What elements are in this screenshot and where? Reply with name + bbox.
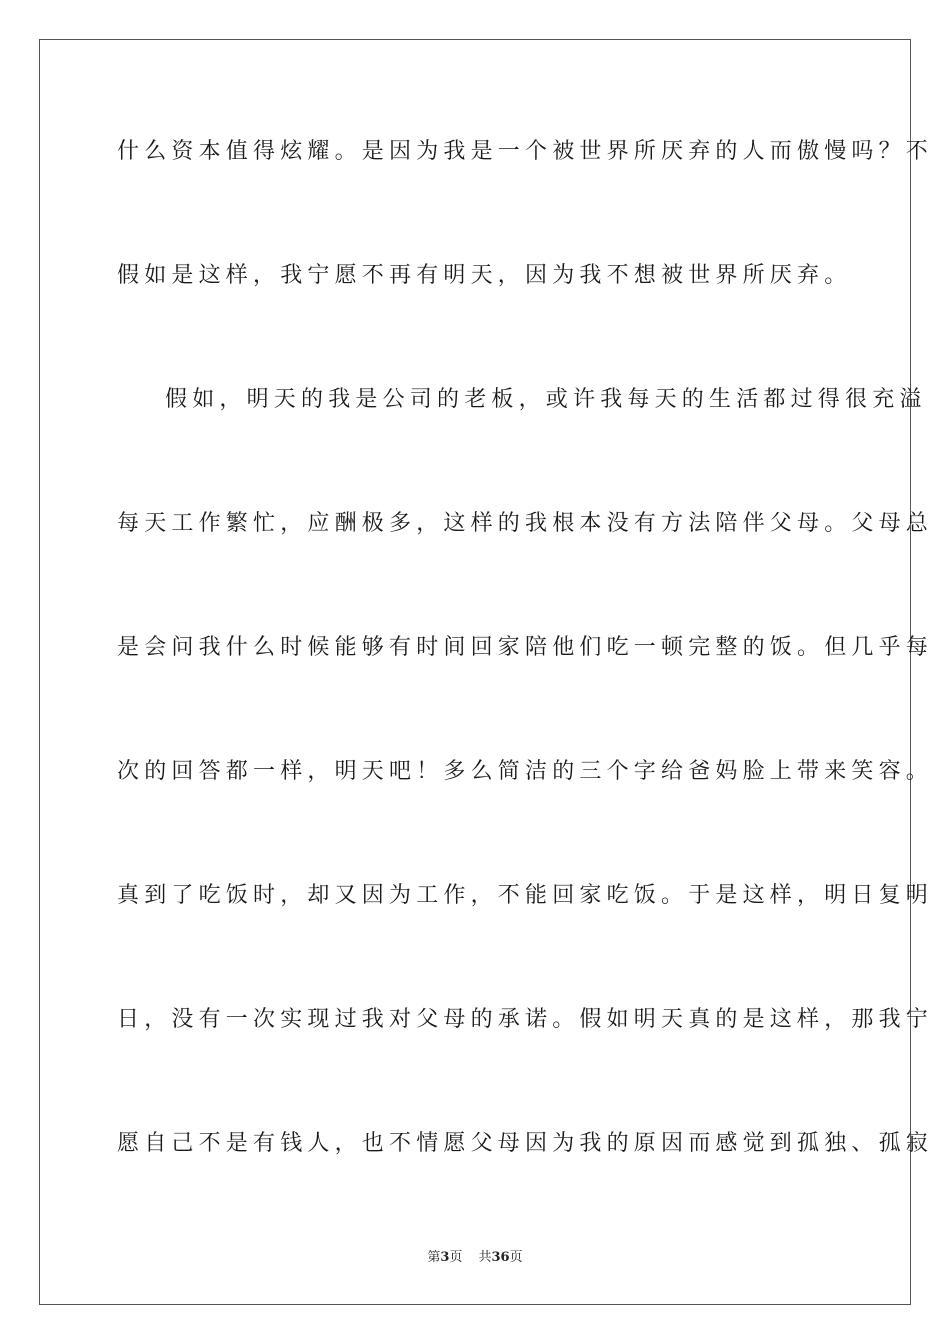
body-text-line: 什么资本值得炫耀。是因为我是一个被世界所厌弃的人而傲慢吗？不 [117,139,934,164]
total-label-suffix: 页 [509,1250,523,1265]
body-text-line: 真到了吃饭时，却又因为工作，不能回家吃饭。于是这样，明日复明 [117,883,934,908]
body-text-line: 假如是这样，我宁愿不再有明天，因为我不想被世界所厌弃。 [117,263,852,288]
total-label-prefix: 共 [478,1250,492,1265]
page-label-suffix: 页 [449,1250,463,1265]
body-text-line: 日，没有一次实现过我对父母的承诺。假如明天真的是这样，那我宁 [117,1007,934,1032]
body-text-line: 每天工作繁忙，应酬极多，这样的我根本没有方法陪伴父母。父母总 [117,511,934,536]
total-page-count: 36 [491,1250,510,1265]
page-label-prefix: 第 [427,1250,441,1265]
paragraph-first-line: 假如，明天的我是公司的老板，或许我每天的生活都过得很充溢 [165,387,927,412]
body-text-line: 次的回答都一样，明天吧！多么简洁的三个字给爸妈脸上带来笑容。 [117,759,934,784]
body-text-line: 愿自己不是有钱人，也不情愿父母因为我的原因而感觉到孤独、孤寂 [117,1131,934,1156]
body-text-line: 是会问我什么时候能够有时间回家陪他们吃一顿完整的饭。但几乎每 [117,635,934,660]
page-footer [0,1246,950,1265]
page-border [39,39,911,1305]
current-page-number: 3 [440,1250,450,1265]
